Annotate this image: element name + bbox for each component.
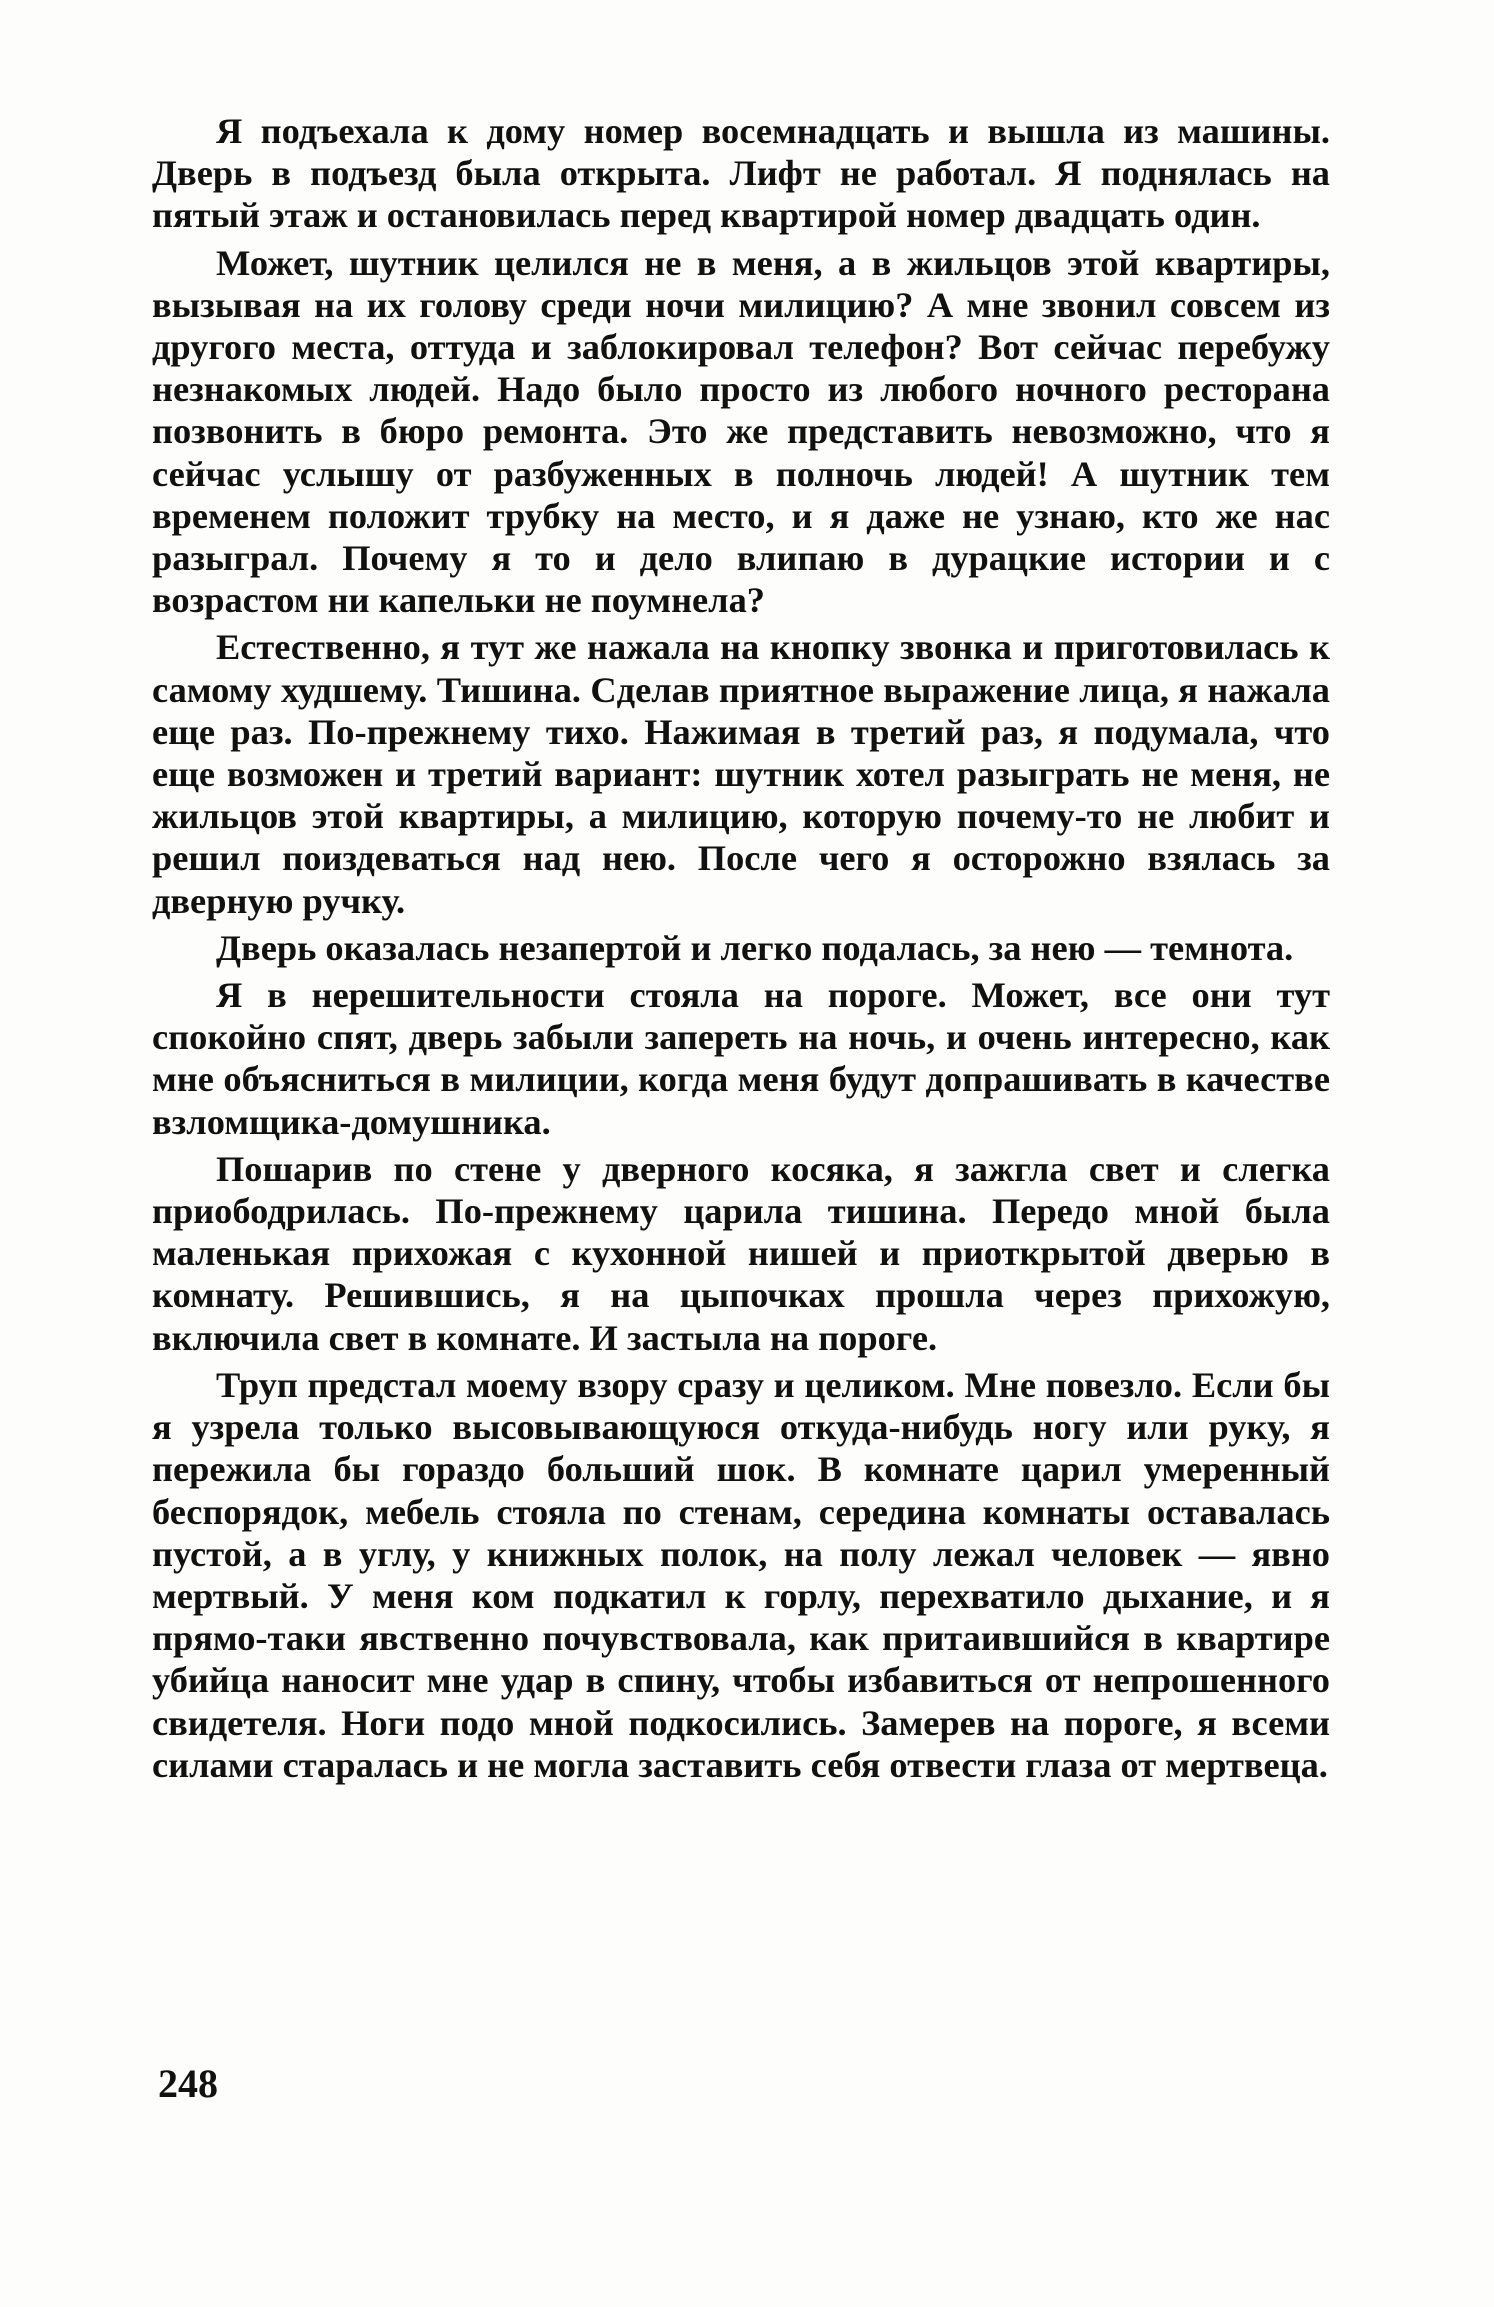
paragraph: Пошарив по стене у дверного косяка, я зажгла свет и слегка приободрилась. По-прежнему царила тишина. Передо мной была маленькая прихожая с кухонной нишей и приоткрытой дверью в комнату. Решившись, я на цыпочках прошла через прихожую, включила свет в комнате. И застыла на пороге. [152, 1148, 1330, 1358]
paragraph: Может, шутник целился не в меня, а в жильцов этой квартиры, вызывая на их голову среди ночи милицию? А мне звонил совсем из другого места, оттуда и заблокировал телефон? Вот сейчас перебужу незнакомых людей. Надо было просто из любого ночного ресторана позвонить в бюро ремонта. Это же представить невозможно, что я сейчас услышу от разбуженных в полночь людей! А шутник тем временем положит трубку на место, и я даже не узнаю, кто же нас разыграл. Почему я то и дело влипаю в дурацкие истории и с возрастом ни капельки не поумнела? [152, 242, 1330, 621]
paragraph: Я в нерешительности стояла на пороге. Может, все они тут спокойно спят, дверь забыли запереть на ночь, и очень интересно, как мне объясниться в милиции, когда меня будут допрашивать в качестве взломщика-домушника. [152, 975, 1330, 1142]
paragraph: Труп предстал моему взору сразу и целиком. Мне повезло. Если бы я узрела только высовывающуюся откуда-нибудь ногу или руку, я пережила бы гораздо больший шок. В комнате царил умеренный беспорядок, мебель стояла по стенам, середина комнаты оставалась пустой, а в углу, у книжных полок, на полу лежал человек — явно мертвый. У меня ком подкатил к горлу, перехватило дыхание, и я прямо-таки явственно почувствовала, как притаившийся в квартире убийца наносит мне удар в спину, чтобы избавиться от непрошенного свидетеля. Ноги подо мной подкосились. Замерев на пороге, я всеми силами старалась и не могла заставить себя отвести глаза от мертвеца. [152, 1364, 1330, 1785]
body-text [152, 110, 1330, 1791]
paragraph: Естественно, я тут же нажала на кнопку звонка и приготовилась к самому худшему. Тишина. Сделав приятное выражение лица, я нажала еще раз. По-прежнему тихо. Нажимая в третий раз, я подумала, что еще возможен и третий вариант: шутник хотел разыграть не меня, не жильцов этой квартиры, а милицию, которую почему-то не любит и решил поиздеваться над нею. После чего я осторожно взялась за дверную ручку. [152, 627, 1330, 921]
paragraph: Дверь оказалась незапертой и легко подалась, за нею — темнота. [216, 927, 1294, 968]
paragraph: Я подъехала к дому номер восемнадцать и вышла из машины. Дверь в подъезд была открыта. Лифт не работал. Я поднялась на пятый этаж и остановилась перед квартирой номер двадцать один. [152, 111, 1330, 236]
page-number: 248 [158, 2061, 218, 2106]
